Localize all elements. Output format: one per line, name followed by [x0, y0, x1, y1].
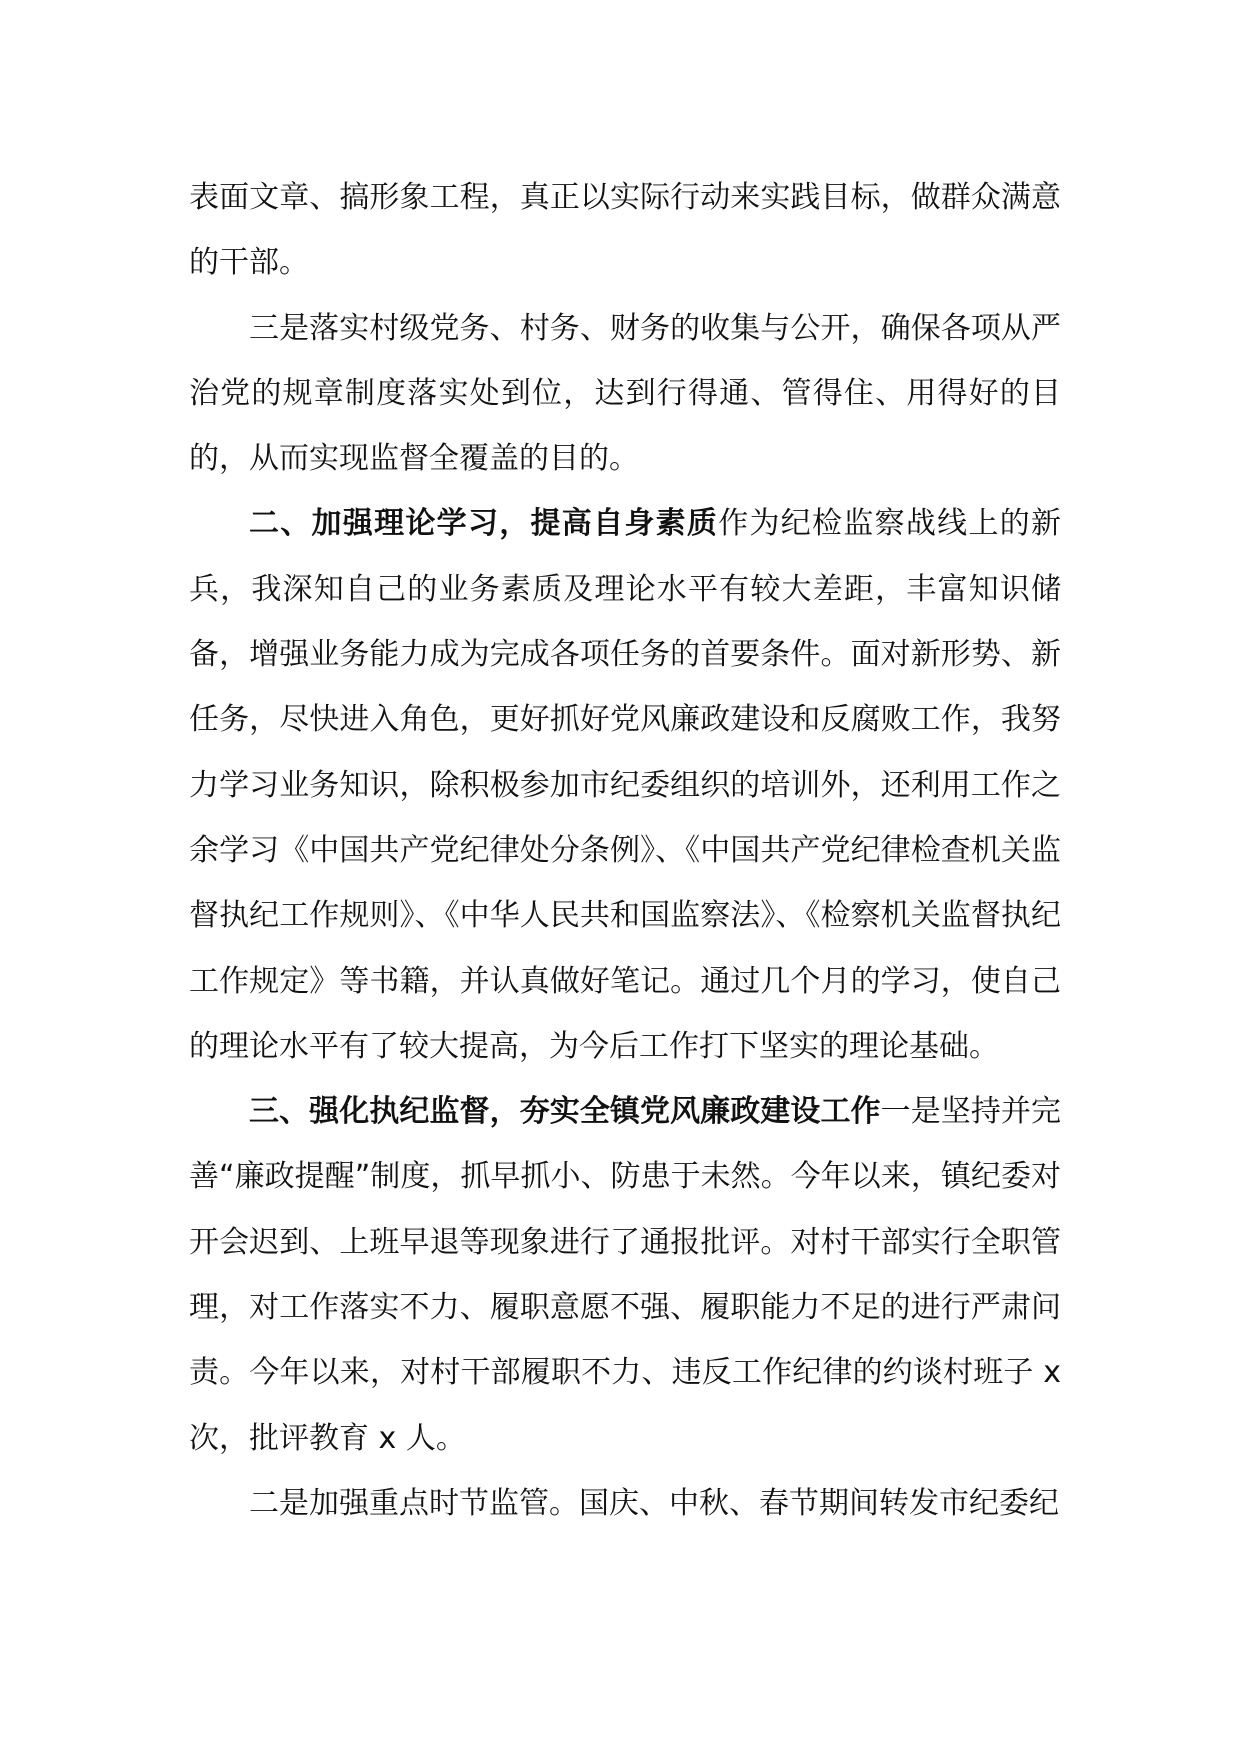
- paragraph-text: 二是加强重点时节监管。国庆、中秋、春节期间转发市纪委纪: [249, 1485, 1059, 1521]
- section-heading: 二、加强理论学习，提高自身素质: [249, 506, 719, 542]
- paragraph-text: 一是坚持并完善“廉政提醒”制度，抓早抓小、防患于未然。今年以来，镇纪委对开会迟到、上班早退等现象进行了通报批评。对村干部实行全职管理，对工作落实不力、履职意愿不强、履职能力不足的进行严肃问责。今年以来，对村干部履职不力、违反工作纪律的约谈村班子 x 次，批评教育 x 人。: [189, 1094, 1062, 1456]
- document-page: [189, 165, 1061, 1536]
- section-heading: 三、强化执纪监督，夯实全镇党风廉政建设工作: [249, 1094, 881, 1130]
- paragraph-3: [189, 491, 1061, 1079]
- paragraph-text: 三是落实村级党务、村务、财务的收集与公开，确保各项从严治党的规章制度落实处到位，达到行得通、管得住、用得好的目的，从而实现监督全覆盖的目的。: [189, 310, 1061, 477]
- paragraph-4: [189, 1079, 1061, 1471]
- paragraph-2: [189, 296, 1061, 492]
- paragraph-text: 表面文章、搞形象工程，真正以实际行动来实践目标，做群众满意的干部。: [189, 180, 1061, 281]
- paragraph-1: [189, 165, 1061, 296]
- paragraph-5: [189, 1471, 1061, 1536]
- paragraph-text: 作为纪检监察战线上的新兵，我深知自己的业务素质及理论水平有较大差距，丰富知识储备，增强业务能力成为完成各项任务的首要条件。面对新形势、新任务，尽快进入角色，更好抓好党风廉政建设和反腐败工作，我努力学习业务知识，除积极参加市纪委组织的培训外，还利用工作之余学习《中国共产党纪律处分条例》、《中国共产党纪律检查机关监督执纪工作规则》、《中华人民共和国监察法》、《检察机关监督执纪工作规定》等书籍，并认真做好笔记。通过几个月的学习，使自己的理论水平有了较大提高，为今后工作打下坚实的理论基础。: [189, 506, 1062, 1064]
